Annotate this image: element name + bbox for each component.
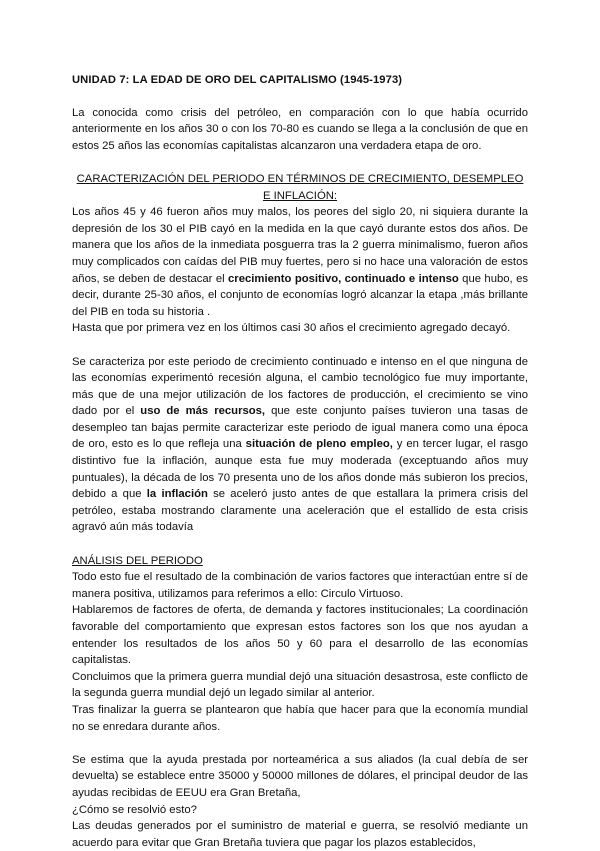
paragraph-tras-finalizar: Tras finalizar la guerra se plantearon que había que hacer para que la economía mundial no se enredara durante años. xyxy=(72,703,528,733)
paragraph-concluimos: Concluimos que la primera guerra mundial dejó una situación desastrosa, este conflicto de la segunda guerra mundial dejó un legado similar al anterior. xyxy=(72,670,528,700)
paragraph-anos-45-46: Los años 45 y 46 fueron años muy malos, los peores del siglo 20, ni siquiera durante la depresión de los 30 el PIB cayó en la medida en la que cayó durante estos dos años. De manera que los años de la inmediata posguerra tras la 2 guerra minimalismo, fueron años muy complicados con caídas del PIB muy fuertes, pero si no hace una valoración de estos años, se deben de destacar el crecimiento positivo, continuado e intenso que hubo, es decir, durante 25-30 años, el conjunto de economías logró alcanzar la etapa ,más brillante del PIB en toda su historia . xyxy=(72,206,529,318)
intro-paragraph: La conocida como crisis del petróleo, en comparación con lo que había ocurrido anteriormente en los años 30 o con los 70-80 es cuando se llega a la conclusión de que en estos 25 años las economías capitalistas alcanzaron una verdadera etapa de oro. xyxy=(72,106,528,152)
paragraph-pregunta: ¿Cómo se resolvió esto? xyxy=(72,803,197,816)
paragraph-factores: Hablaremos de factores de oferta, de demanda y factores institucionales; La coordinación favorable del comportamiento que expresan estos factores son los que nos ayudan a entender los resultados de los años 50 y 60 para el desarrollo de las economías capitalistas. xyxy=(72,604,528,667)
document-title: UNIDAD 7: LA EDAD DE ORO DEL CAPITALISMO (1945-1973) xyxy=(72,74,403,86)
paragraph-deudas: Las deudas generados por el suministro de material e guerra, se resolvió mediante un acuerdo para evitar que Gran Bretaña tuviera que pagar los plazos establecidos, xyxy=(72,820,528,849)
paragraph-ayuda-prestada: Se estima que la ayuda prestada por norteamérica a sus aliados (la cual debía de ser devuelta) se establece entre 35000 y 50000 millones de dólares, el principal deudor de las ayudas recibidas de EEUU era Gran Bretaña, xyxy=(72,753,528,799)
spacer xyxy=(72,337,528,354)
paragraph-crecimiento-decayo: Hasta que por primera vez en los últimos casi 30 años el crecimiento agregado decayó. xyxy=(72,322,511,335)
section-heading-caracterizacion: CARACTERIZACIÓN DEL PERIODO EN TÉRMINOS DE CRECIMIENTO, DESEMPLEO E INFLACIÓN: xyxy=(76,172,524,202)
spacer xyxy=(72,536,528,553)
spacer xyxy=(72,735,528,752)
document-page xyxy=(72,72,528,851)
paragraph-caracteriza: Se caracteriza por este periodo de crecimiento continuado e intenso en el que ninguna de las economías experimentó recesión alguna, el cambio tecnológico fue muy importante, más que de una mejor utilización de los factores de producción, el crecimiento se vino dado por el uso de más recursos, que este conjunto países tuvieron una tasas de desempleo tan bajas permite caracterizar este periodo de igual manera como una época de oro, esto es lo que refleja una situación de pleno empleo, y en tercer lugar, el rasgo distintivo fue la inflación, aunque esta fue muy moderada (exceptuando años muy puntuales), la década de los 70 presenta uno de los años donde más subieron los precios, debido a que la inflación se aceleró justo antes de que estallara la primera crisis del petróleo, estaba mostrando claramente una aceleración que el estallido de esta crisis agravó aún más todavía xyxy=(72,355,528,534)
spacer xyxy=(72,154,528,171)
section-heading-analisis: ANÁLISIS DEL PERIODO xyxy=(72,554,203,567)
paragraph-circulo-virtuoso: Todo esto fue el resultado de la combinación de varios factores que interactúan entre sí de manera positiva, utilizamos para referimos a ello: Circulo Virtuoso. xyxy=(72,571,528,600)
